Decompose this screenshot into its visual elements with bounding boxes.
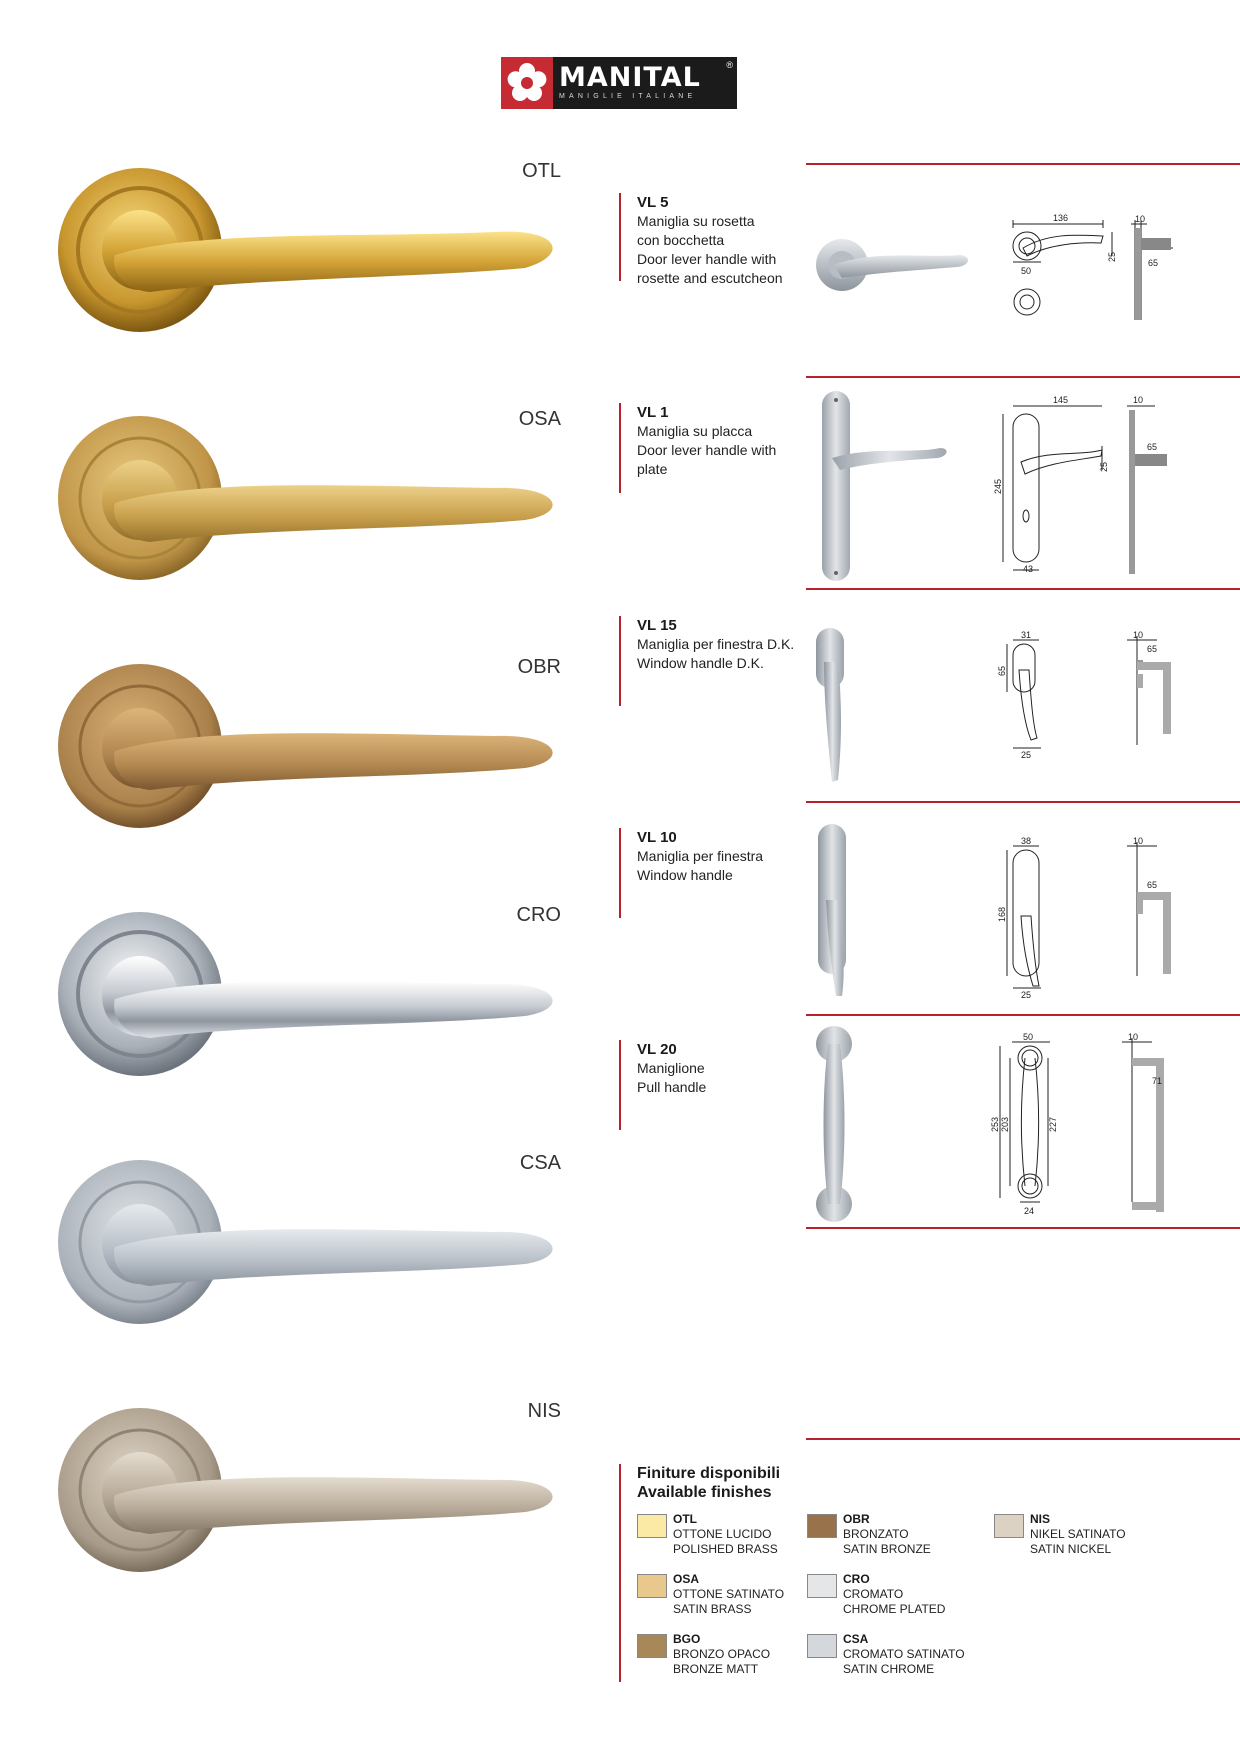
finish-code-osa: OSA xyxy=(518,408,561,430)
dim-label: 253 xyxy=(990,1116,1000,1132)
dim-label: 10 xyxy=(1135,214,1146,224)
finish-swatch xyxy=(994,1514,1024,1538)
product-photo-vl5 xyxy=(812,230,972,300)
product-desc-line: Maniglione xyxy=(637,1060,705,1076)
divider xyxy=(806,801,1240,803)
product-photo-vl1 xyxy=(812,386,962,586)
product-code: VL 1 xyxy=(637,404,669,421)
handle-image-otl xyxy=(55,160,565,340)
finish-item-otl xyxy=(637,1512,827,1562)
brand-tagline: MANIGLIE ITALIANE xyxy=(559,93,697,100)
finish-name-en: POLISHED BRASS xyxy=(673,1542,778,1556)
dim-label: 168 xyxy=(997,906,1007,922)
dim-label: 65 xyxy=(997,665,1007,676)
registered-mark: ® xyxy=(726,60,733,70)
finish-name-it: BRONZO OPACO xyxy=(673,1647,771,1661)
flower-icon xyxy=(501,57,553,109)
product-desc-line: Door lever handle with plate xyxy=(637,442,777,477)
handle-image-obr xyxy=(55,656,565,836)
product-vl15 xyxy=(619,616,809,706)
product-vl20 xyxy=(619,1040,809,1130)
product-desc-line: Door lever handle with xyxy=(637,251,777,267)
dim-label: 10 xyxy=(1128,1032,1139,1042)
product-photo-vl20 xyxy=(812,1024,892,1224)
dim-label: 10 xyxy=(1133,395,1144,405)
product-vl5 xyxy=(619,193,809,286)
finish-item-obr xyxy=(807,1512,997,1562)
dim-label: 50 xyxy=(1023,1032,1034,1042)
dim-label: 145 xyxy=(1053,395,1069,405)
dim-label: 227 xyxy=(1048,1116,1058,1132)
finish-code-cro: CRO xyxy=(516,904,561,926)
dim-label: 25 xyxy=(1021,990,1032,1000)
finish-swatch xyxy=(637,1634,667,1658)
technical-drawing-vl10 xyxy=(995,836,1185,1000)
brand-name: MANITAL xyxy=(559,62,701,93)
finish-item-osa xyxy=(637,1572,827,1622)
product-desc-line: Window handle xyxy=(637,867,733,883)
finishes-title: Finiture disponibili xyxy=(637,1465,781,1482)
product-desc-line: Maniglia su placca xyxy=(637,423,753,439)
product-vl10 xyxy=(619,828,809,918)
product-desc-line: Maniglia per finestra D.K. xyxy=(637,636,795,652)
dim-label: 65 xyxy=(1147,880,1158,890)
finish-code-csa: CSA xyxy=(519,1152,561,1174)
dim-label: 25 xyxy=(1107,251,1117,262)
finish-code: OBR xyxy=(843,1512,870,1526)
finish-name-en: BRONZE MATT xyxy=(673,1662,759,1676)
dim-label: 71 xyxy=(1152,1076,1163,1086)
finish-name-en: SATIN BRONZE xyxy=(843,1542,931,1556)
divider xyxy=(806,1227,1240,1229)
divider xyxy=(806,1014,1240,1016)
finish-swatch xyxy=(637,1574,667,1598)
product-code: VL 15 xyxy=(637,617,677,634)
product-desc-line: Maniglia per finestra xyxy=(637,848,764,864)
product-code: VL 10 xyxy=(637,829,677,846)
dim-label: 203 xyxy=(1000,1116,1010,1132)
finish-code: OTL xyxy=(673,1512,697,1526)
dim-label: 43 xyxy=(1023,564,1034,574)
product-code: VL 20 xyxy=(637,1041,677,1058)
handle-image-nis xyxy=(55,1400,565,1580)
dim-label: 25 xyxy=(1021,750,1032,760)
dim-label: 24 xyxy=(1024,1206,1035,1216)
dim-label: 25 xyxy=(1099,461,1109,472)
product-photo-vl15 xyxy=(812,622,892,787)
product-desc-line: Pull handle xyxy=(637,1079,707,1095)
dim-label: 31 xyxy=(1021,630,1032,640)
product-desc-line: rosette and escutcheon xyxy=(637,270,783,286)
handle-image-csa xyxy=(55,1152,565,1332)
dim-label: 10 xyxy=(1133,836,1144,846)
product-code: VL 5 xyxy=(637,194,669,211)
finish-code-nis: NIS xyxy=(527,1400,561,1422)
finish-code: BGO xyxy=(673,1632,701,1646)
dim-label: 38 xyxy=(1021,836,1032,846)
finish-name-en: SATIN CHROME xyxy=(843,1662,935,1676)
dim-label: 136 xyxy=(1053,213,1069,223)
finish-code: CSA xyxy=(843,1632,869,1646)
finish-name-it: NIKEL SATINATO xyxy=(1030,1527,1126,1541)
finishes-subtitle: Available finishes xyxy=(637,1484,772,1501)
finish-name-it: CROMATO xyxy=(843,1587,904,1601)
divider xyxy=(806,588,1240,590)
finish-swatch xyxy=(807,1574,837,1598)
finish-name-it: BRONZATO xyxy=(843,1527,909,1541)
dim-label: 50 xyxy=(1021,266,1032,276)
product-desc-line: Window handle D.K. xyxy=(637,655,764,671)
product-vl1 xyxy=(619,403,809,493)
handle-image-osa xyxy=(55,408,565,588)
finish-item-nis xyxy=(994,1512,1184,1562)
finish-item-bgo xyxy=(637,1632,827,1682)
finish-swatch xyxy=(807,1634,837,1658)
finish-code: OSA xyxy=(673,1572,700,1586)
divider xyxy=(806,163,1240,165)
dim-label: 245 xyxy=(993,478,1003,494)
technical-drawing-vl5 xyxy=(1005,210,1185,325)
finish-name-en: SATIN NICKEL xyxy=(1030,1542,1112,1556)
finish-item-cro xyxy=(807,1572,997,1622)
technical-drawing-vl1 xyxy=(995,394,1185,579)
finish-code-otl: OTL xyxy=(522,160,561,182)
product-desc-line: Maniglia su rosetta xyxy=(637,213,755,229)
divider xyxy=(806,376,1240,378)
finish-code-obr: OBR xyxy=(517,656,561,678)
dim-label: 65 xyxy=(1147,644,1158,654)
product-photo-vl10 xyxy=(812,820,892,1000)
finish-code: CRO xyxy=(843,1572,870,1586)
finish-name-en: SATIN BRASS xyxy=(673,1602,752,1616)
finish-code: NIS xyxy=(1030,1512,1051,1526)
technical-drawing-vl15 xyxy=(995,630,1185,760)
finish-name-it: OTTONE LUCIDO xyxy=(673,1527,772,1541)
finish-swatch xyxy=(637,1514,667,1538)
technical-drawing-vl20 xyxy=(990,1032,1190,1222)
dim-label: 65 xyxy=(1147,442,1158,452)
finish-name-it: CROMATO SATINATO xyxy=(843,1647,965,1661)
finish-item-csa xyxy=(807,1632,997,1682)
finish-swatch xyxy=(807,1514,837,1538)
handle-image-cro xyxy=(55,904,565,1084)
finish-name-it: OTTONE SATINATO xyxy=(673,1587,785,1601)
divider xyxy=(806,1438,1240,1440)
dim-label: 10 xyxy=(1133,630,1144,640)
finish-name-en: CHROME PLATED xyxy=(843,1602,946,1616)
brand-logo xyxy=(501,57,737,109)
product-desc-line: con bocchetta xyxy=(637,232,725,248)
dim-label: 65 xyxy=(1148,258,1159,268)
